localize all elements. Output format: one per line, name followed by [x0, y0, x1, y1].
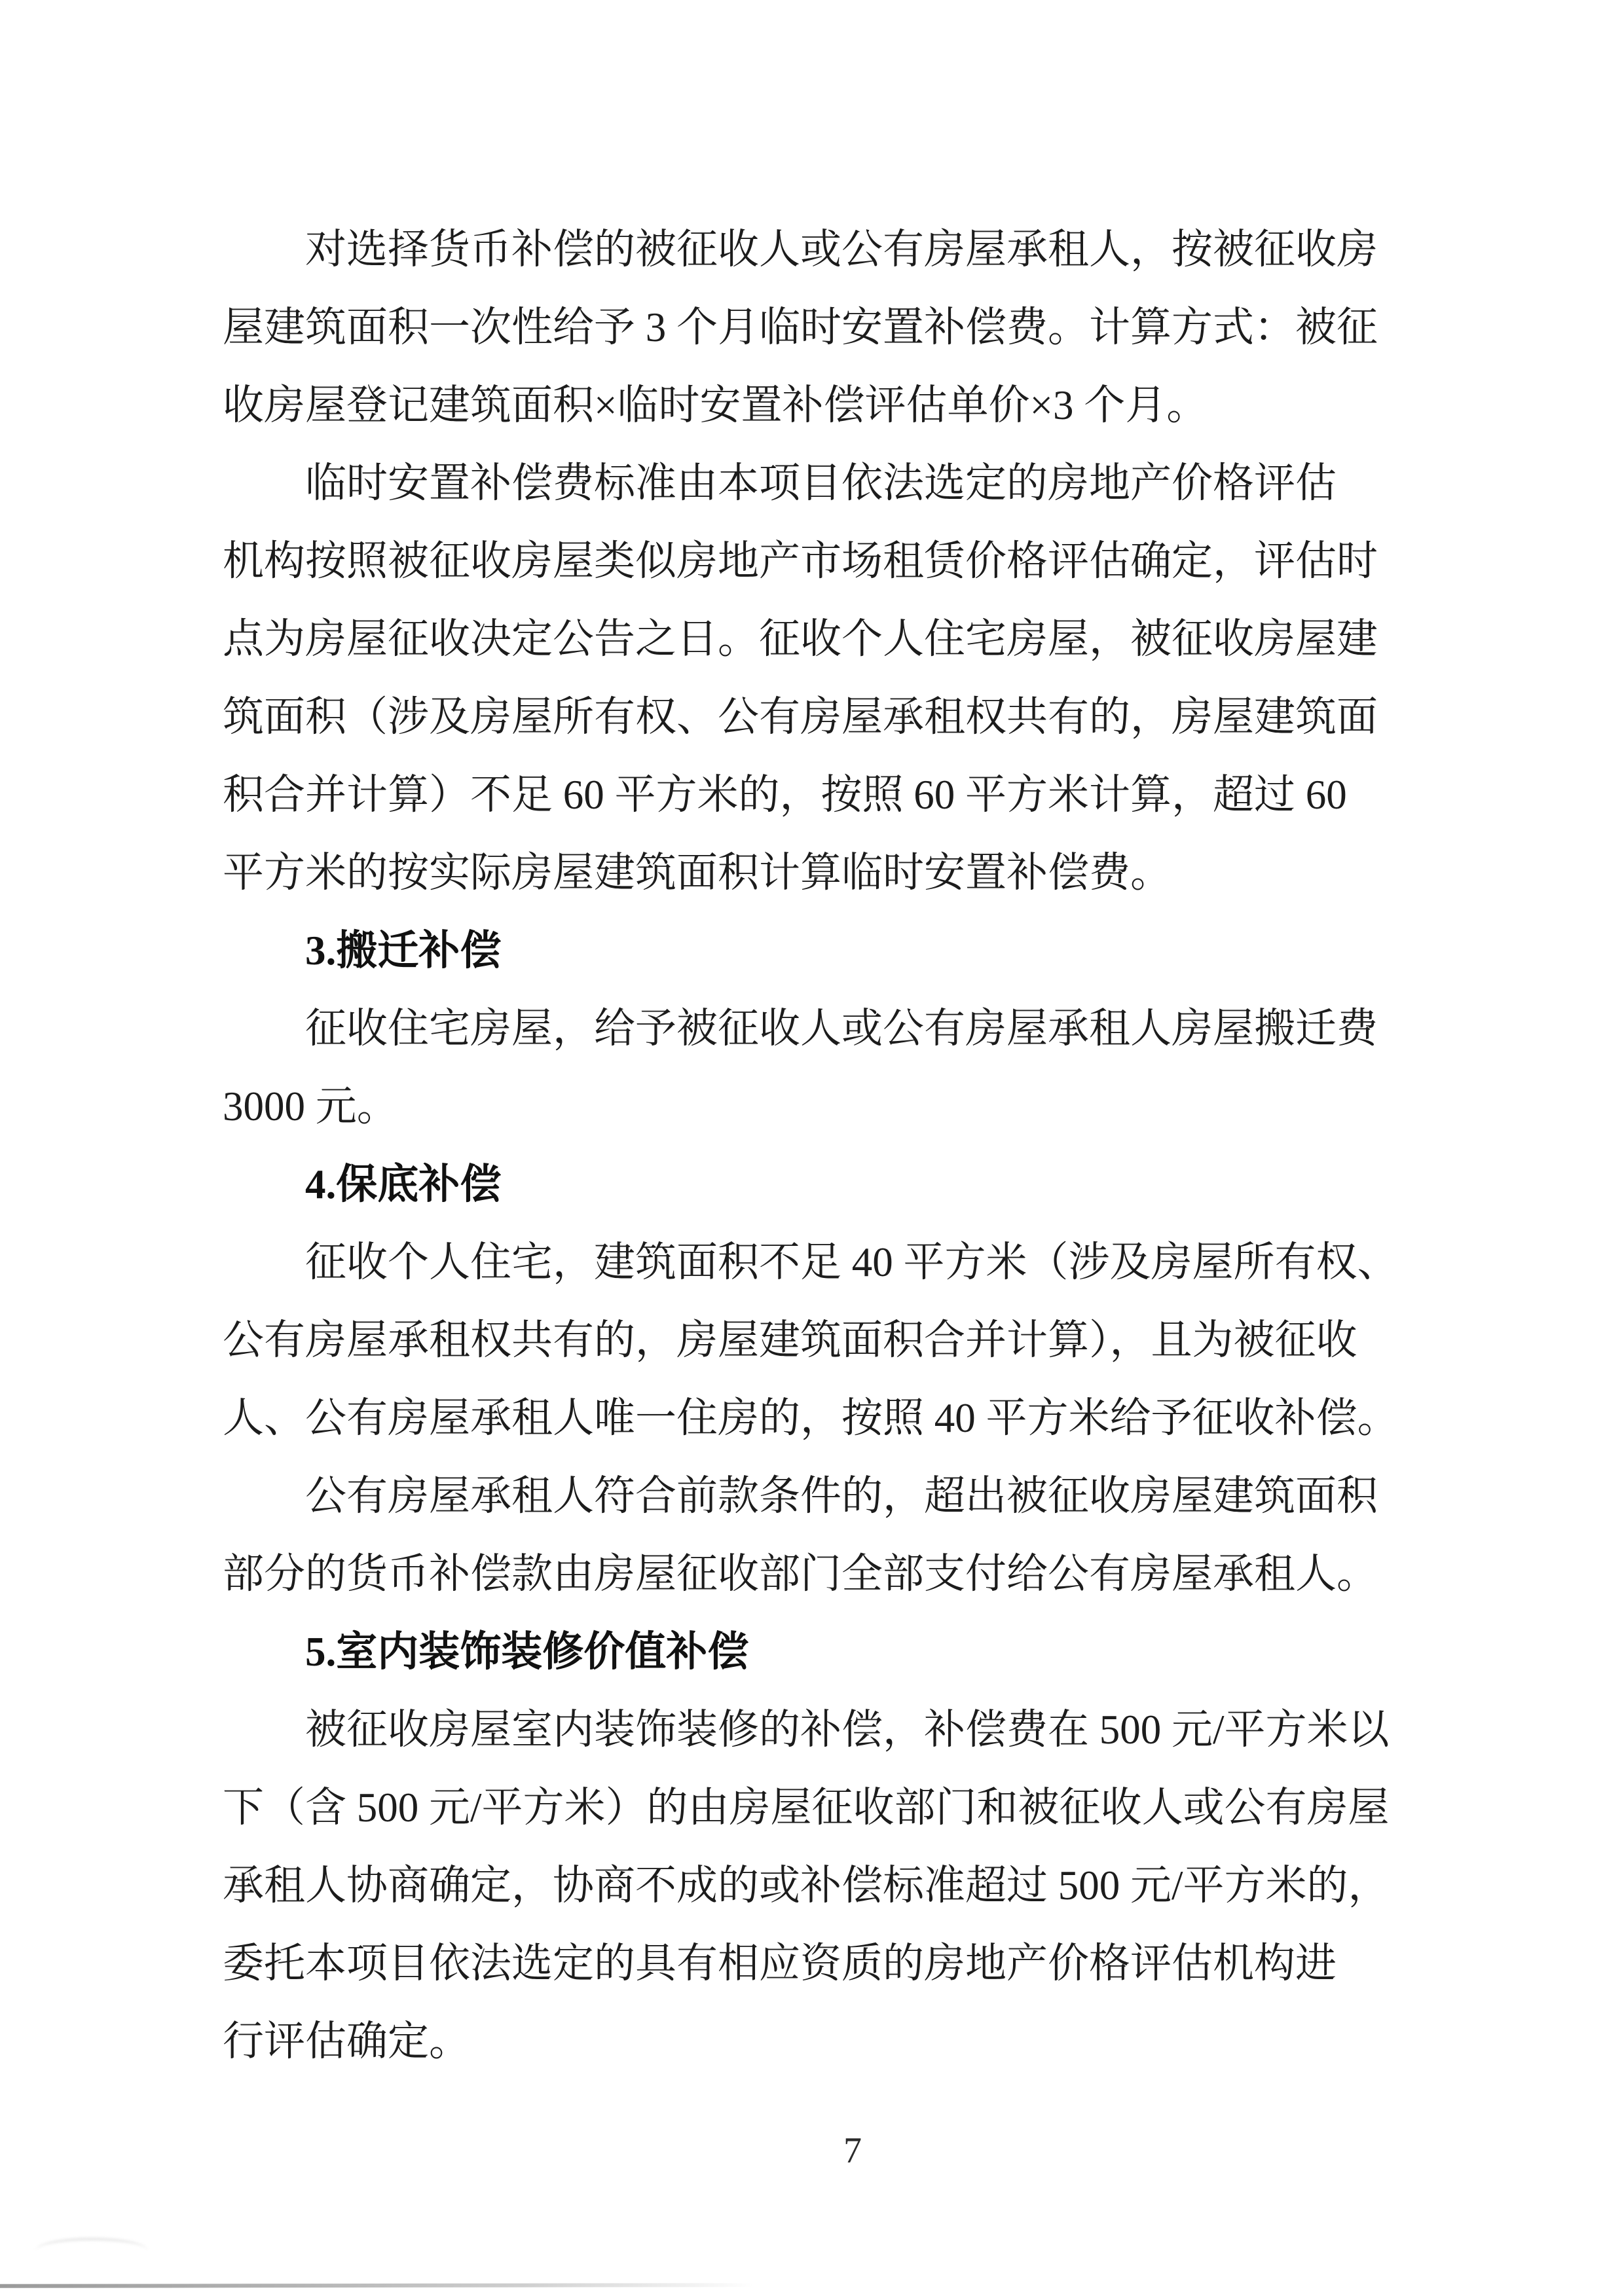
text-line: 行评估确定。 — [223, 2018, 470, 2064]
page-number: 7 — [843, 2130, 862, 2171]
text-line: 公有房屋承租人符合前款条件的，超出被征收房屋建筑面积 — [305, 1473, 1378, 1519]
text-line: 平方米的按实际房屋建筑面积计算临时安置补偿费。 — [223, 850, 1172, 896]
section-heading: 5.室内装饰装修价值补偿 — [305, 1629, 749, 1675]
text-line: 3000 元。 — [223, 1084, 398, 1129]
scan-edge-artifact — [0, 2283, 753, 2288]
text-line: 收房屋登记建筑面积×临时安置补偿评估单价×3 个月。 — [223, 382, 1208, 428]
text-line: 公有房屋承租权共有的，房屋建筑面积合并计算），且为被征收 — [223, 1317, 1357, 1363]
text-line: 征收住宅房屋，给予被征收人或公有房屋承租人房屋搬迁费 — [305, 1006, 1378, 1051]
text-line: 积合并计算）不足 60 平方米的，按照 60 平方米计算，超过 60 — [223, 772, 1347, 818]
text-line: 委托本项目依法选定的具有相应资质的房地产价格评估机构进 — [223, 1941, 1337, 1986]
text-line: 人、公有房屋承租人唯一住房的，按照 40 平方米给予征收补偿。 — [223, 1395, 1399, 1441]
text-line: 屋建筑面积一次性给予 3 个月临时安置补偿费。计算方式：被征 — [223, 304, 1378, 350]
text-line: 被征收房屋室内装饰装修的补偿，补偿费在 500 元/平方米以 — [305, 1707, 1390, 1753]
text-line: 临时安置补偿费标准由本项目依法选定的房地产价格评估 — [305, 460, 1337, 506]
text-line: 承租人协商确定，协商不成的或补偿标准超过 500 元/平方米的， — [223, 1863, 1390, 1908]
text-line: 部分的货币补偿款由房屋征收部门全部支付给公有房屋承租人。 — [223, 1551, 1378, 1597]
scan-smudge-artifact — [36, 2238, 147, 2263]
document-body — [223, 211, 1408, 2081]
text-line: 点为房屋征收决定公告之日。征收个人住宅房屋，被征收房屋建 — [223, 616, 1378, 662]
section-heading: 3.搬迁补偿 — [305, 928, 502, 974]
text-line: 对选择货币补偿的被征收人或公有房屋承租人，按被征收房 — [305, 227, 1378, 272]
text-line: 下（含 500 元/平方米）的由房屋征收部门和被征收人或公有房屋 — [223, 1785, 1390, 1831]
text-line: 征收个人住宅，建筑面积不足 40 平方米（涉及房屋所有权、 — [305, 1239, 1399, 1285]
text-line: 机构按照被征收房屋类似房地产市场租赁价格评估确定，评估时 — [223, 538, 1378, 584]
section-heading: 4.保底补偿 — [305, 1161, 502, 1207]
text-line: 筑面积（涉及房屋所有权、公有房屋承租权共有的，房屋建筑面 — [223, 694, 1378, 740]
